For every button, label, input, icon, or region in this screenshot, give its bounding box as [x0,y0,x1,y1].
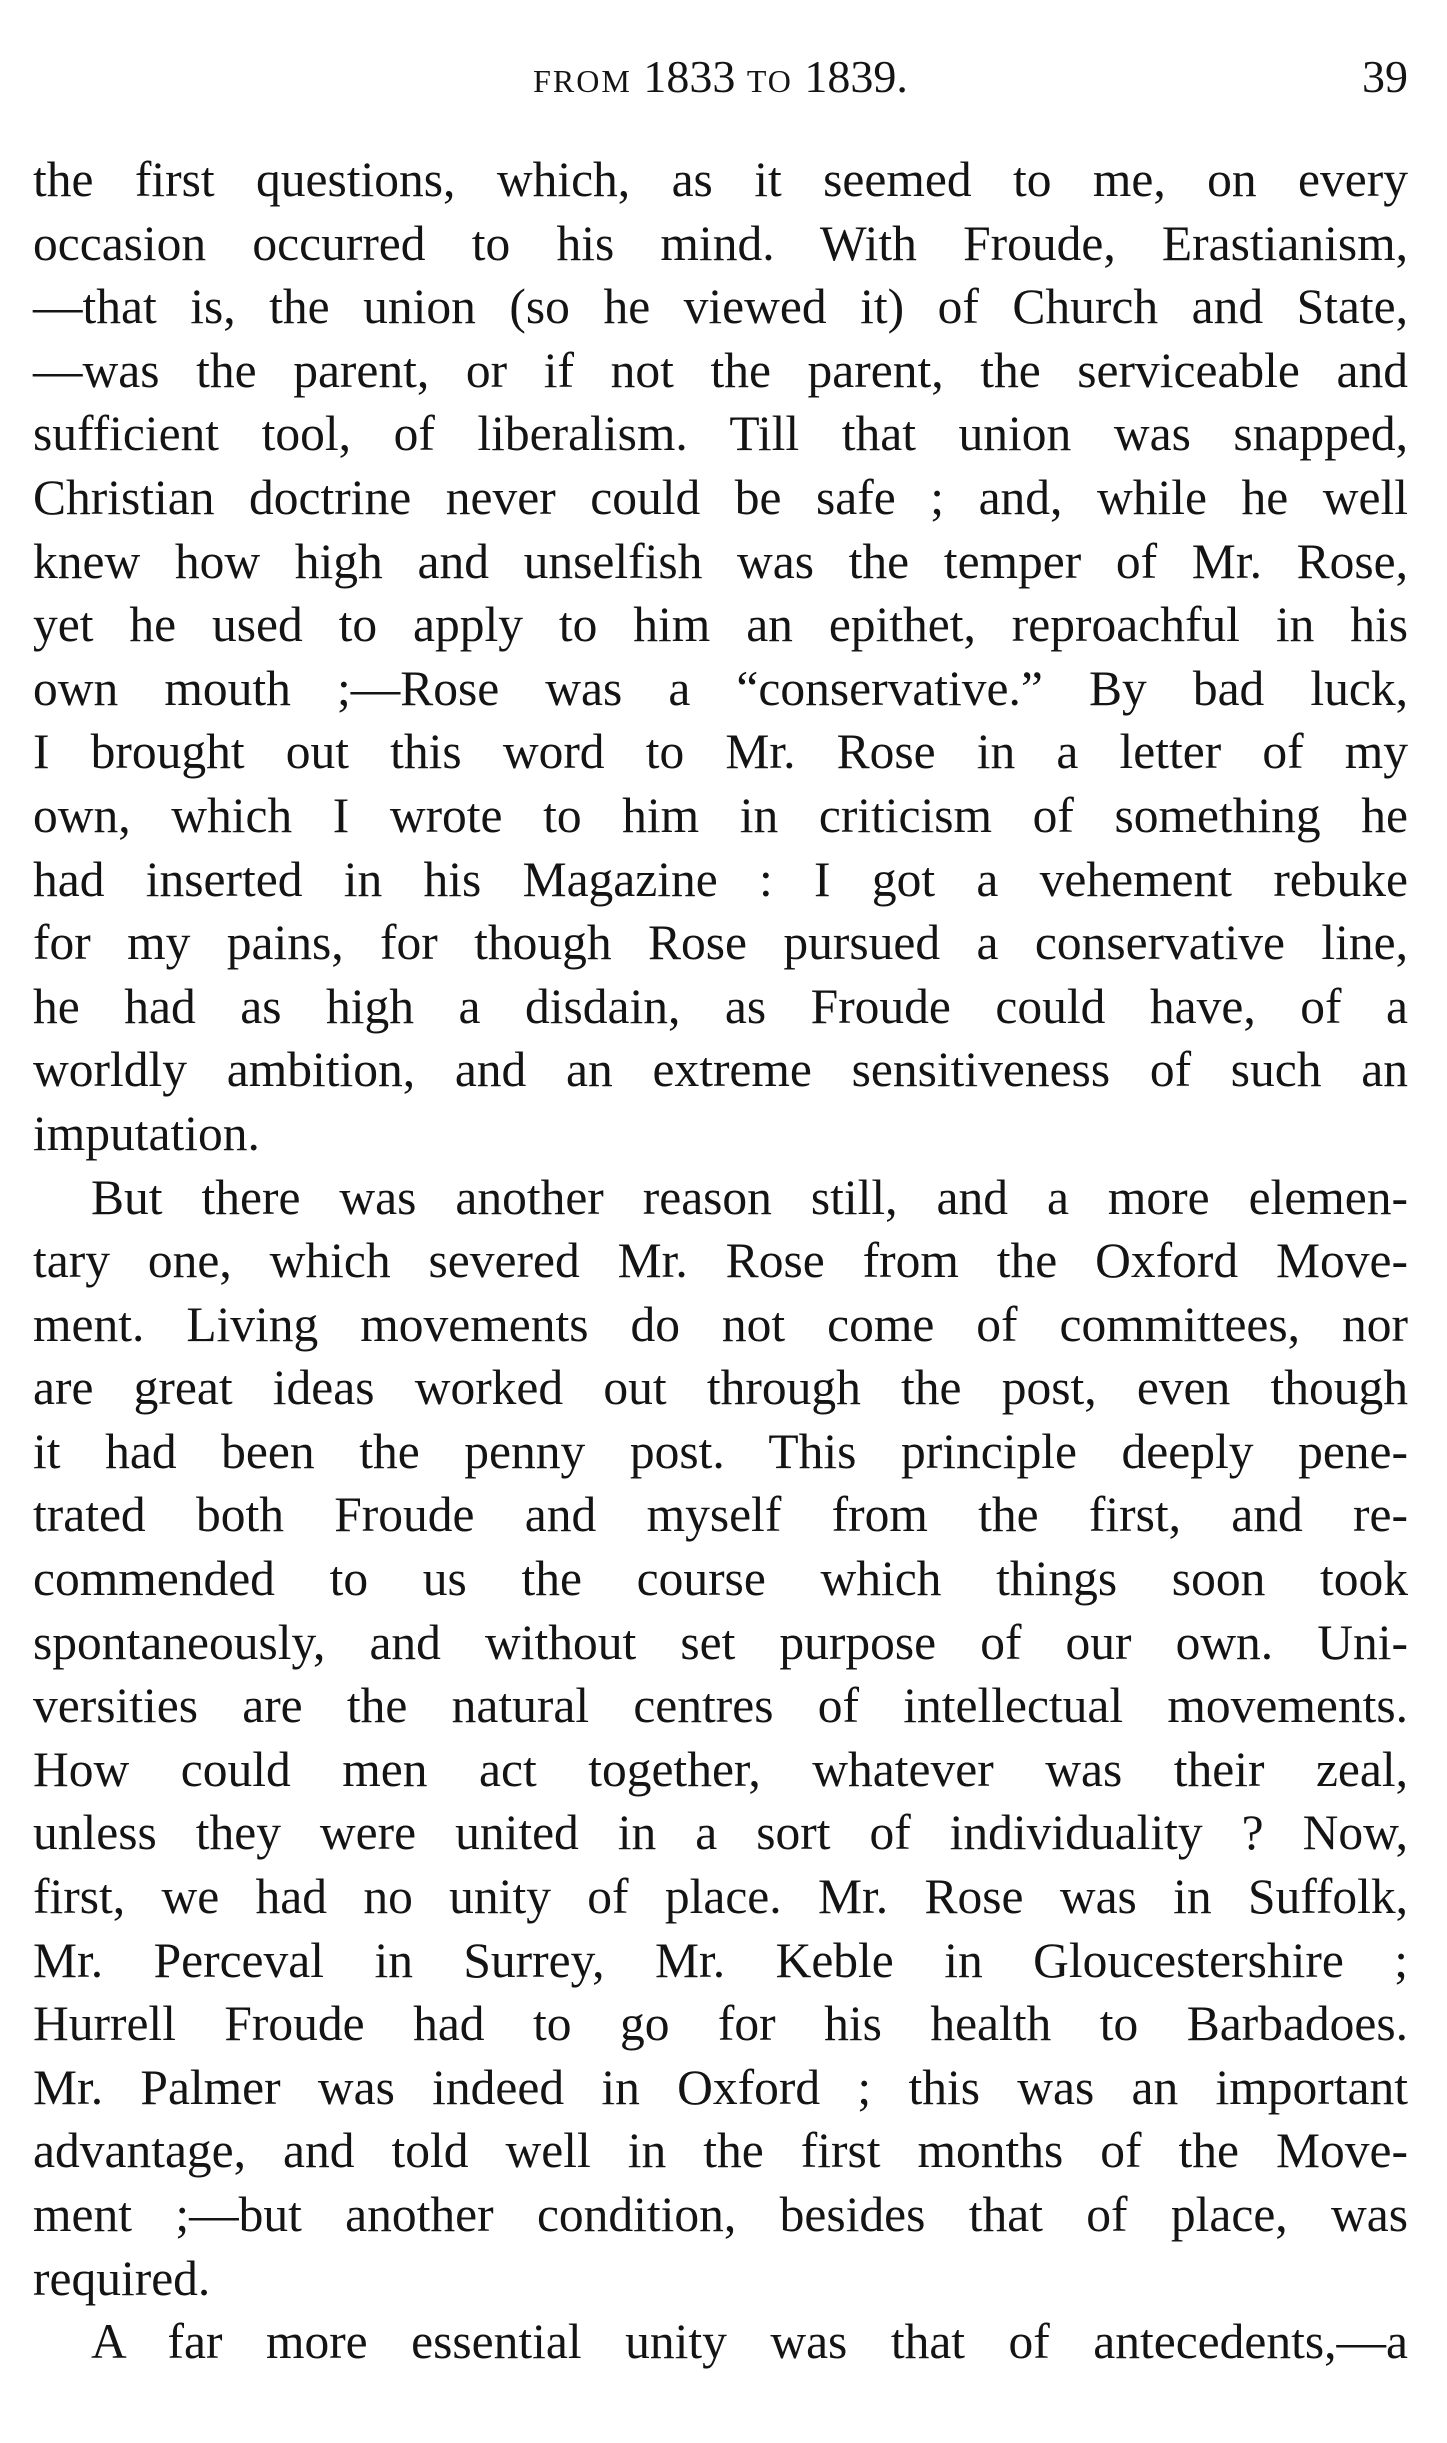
text-line: ment. Living movements do not come of committees, nor [33,1296,1408,1352]
text-line: worldly ambition, and an extreme sensitiveness of such an [33,1042,1408,1098]
text-line: trated both Froude and myself from the first, and re- [33,1487,1408,1543]
text-line: are great ideas worked out through the post, even though [33,1360,1408,1416]
text-line: —that is, the union (so he viewed it) of Church and State, [33,279,1408,335]
running-title-year-end: 1839. [804,51,908,102]
text-line: it had been the penny post. This principle deeply pene- [33,1423,1408,1479]
text-line: —was the parent, or if not the parent, the serviceable and [33,342,1408,398]
text-line: unless they were united in a sort of individuality ? Now, [33,1805,1408,1861]
text-line: ment ;—but another condition, besides that of place, was [33,2187,1408,2242]
text-line: own mouth ;—Rose was a “conservative.” By bad luck, [33,660,1408,716]
running-title-prefix: from [533,51,632,102]
text-line: I brought out this word to Mr. Rose in a letter of my [33,724,1408,780]
text-line: spontaneously, and without set purpose of our own. Uni- [33,1614,1408,1670]
paragraph-last-line: required. [33,2250,211,2306]
text-line: How could men act together, whatever was their zeal, [33,1741,1408,1797]
body-text [33,148,1408,2374]
paragraph-first-line: A far more essential unity was that of antecedents,—a [91,2314,1408,2370]
text-line: he had as high a disdain, as Froude could have, of a [33,978,1408,1034]
running-title [33,42,1408,112]
text-line: the first questions, which, as it seemed to me, on every [33,152,1408,207]
text-line: advantage, and told well in the first months of the Move- [33,2123,1408,2179]
text-line: had inserted in his Magazine : I got a vehement rebuke [33,851,1408,907]
text-line: commended to us the course which things soon took [33,1551,1408,1607]
text-line: knew how high and unselfish was the temper of Mr. Rose, [33,533,1408,589]
text-line: sufficient tool, of liberalism. Till that union was snapped, [33,406,1408,462]
text-line: Mr. Perceval in Surrey, Mr. Keble in Gloucestershire ; [33,1932,1408,1988]
text-line: for my pains, for though Rose pursued a conservative line, [33,915,1408,971]
running-title-mid: to [746,51,793,102]
text-line: Mr. Palmer was indeed in Oxford ; this was an important [33,2059,1408,2115]
text-line: yet he used to apply to him an epithet, reproachful in his [33,597,1408,653]
text-line: versities are the natural centres of intellectual movements. [33,1678,1408,1734]
text-line: occasion occurred to his mind. With Froude, Erastianism, [33,215,1408,271]
text-line: first, we had no unity of place. Mr. Rose was in Suffolk, [33,1869,1408,1925]
page-number: 39 [1362,51,1408,102]
text-line: Hurrell Froude had to go for his health to Barbadoes. [33,1996,1408,2052]
text-line: Christian doctrine never could be safe ; and, while he well [33,469,1408,525]
text-line: own, which I wrote to him in criticism of something he [33,787,1408,843]
text-line: tary one, which severed Mr. Rose from the Oxford Move- [33,1233,1408,1289]
paragraph-first-line: But there was another reason still, and a more elemen- [91,1169,1408,1225]
page-header [33,42,1408,112]
paragraph-last-line: imputation. [33,1105,260,1161]
running-title-year-start: 1833 [643,51,736,102]
